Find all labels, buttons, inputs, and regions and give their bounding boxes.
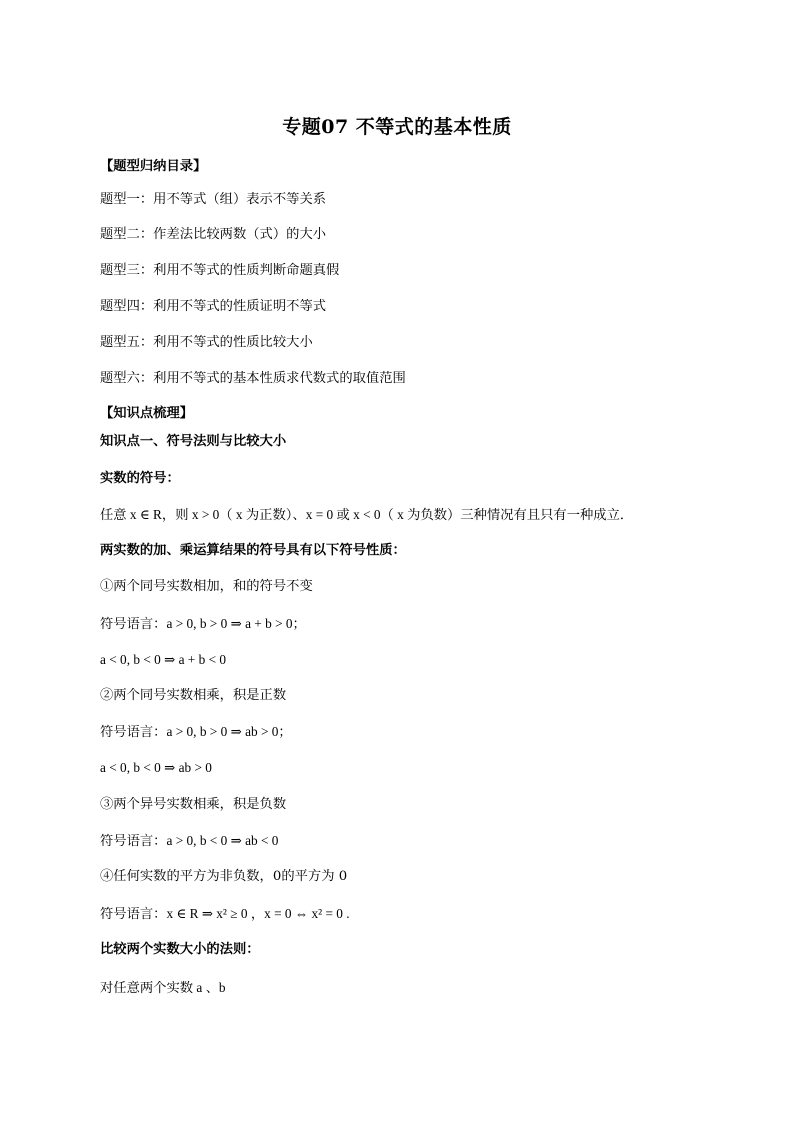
- catalog-item-1: 题型一：用不等式（组）表示不等关系: [100, 192, 327, 207]
- real-sign-title: 实数的符号：: [100, 471, 180, 486]
- kp1-title: 知识点一、符号法则与比较大小: [100, 434, 287, 449]
- rule-1-symbolic-2: a < 0, b < 0 ⇒ a + b < 0: [100, 652, 227, 667]
- rule-4-symbolic: 符号语言：x ∈ R ⇒ x² ≥ 0 ，x = 0 ⇔ x² = 0 .: [100, 906, 350, 921]
- rule-2: ②两个同号实数相乘，积是正数: [100, 688, 287, 703]
- compare-text: 对任意两个实数 a 、b: [100, 980, 226, 995]
- real-sign-text: 任意 x ∈ R，则 x > 0（ x 为正数）、x = 0 或 x < 0（ x 为负数）三种情况有且只有一种成立．: [100, 507, 634, 522]
- page-title: 专题07 不等式的基本性质: [282, 116, 512, 138]
- catalog-item-6: 题型六：利用不等式的基本性质求代数式的取值范围: [100, 371, 406, 386]
- rule-3-symbolic: 符号语言：a > 0, b < 0 ⇒ ab < 0: [100, 833, 279, 848]
- catalog-item-4: 题型四：利用不等式的性质证明不等式: [100, 299, 327, 314]
- knowledge-header: 【知识点梳理】: [100, 406, 194, 421]
- rule-4: ④任何实数的平方为非负数，0的平方为 0: [100, 869, 348, 884]
- compare-title: 比较两个实数大小的法则：: [100, 942, 260, 957]
- catalog-item-5: 题型五：利用不等式的性质比较大小: [100, 335, 313, 350]
- rule-2-symbolic-2: a < 0, b < 0 ⇒ ab > 0: [100, 760, 212, 775]
- catalog-item-2: 题型二：作差法比较两数（式）的大小: [100, 227, 327, 242]
- catalog-item-3: 题型三：利用不等式的性质判断命题真假: [100, 263, 340, 278]
- rule-1: ①两个同号实数相加，和的符号不变: [100, 579, 313, 594]
- rule-1-symbolic: 符号语言：a > 0, b > 0 ⇒ a + b > 0；: [100, 616, 306, 631]
- ops-title: 两实数的加、乘运算结果的符号具有以下符号性质：: [100, 543, 406, 558]
- rule-2-symbolic: 符号语言：a > 0, b > 0 ⇒ ab > 0；: [100, 724, 292, 739]
- rule-3: ③两个异号实数相乘，积是负数: [100, 797, 287, 812]
- catalog-header: 【题型归纳目录】: [100, 159, 207, 174]
